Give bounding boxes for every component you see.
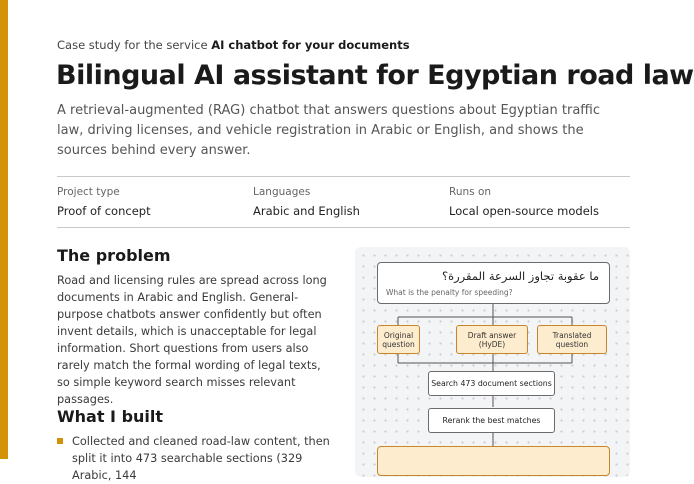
problem-heading: The problem	[57, 246, 171, 265]
eyebrow-service: AI chatbot for your documents	[211, 38, 410, 52]
branch-line: (HyDE)	[478, 339, 506, 349]
branch-line: Translated	[552, 330, 592, 340]
question-box	[377, 262, 610, 304]
question-arabic: ما عقوبة تجاوز السرعة المقررة؟	[441, 269, 599, 283]
answer-box	[377, 446, 610, 476]
meta-project-type	[57, 186, 151, 218]
branch-draft-answer	[456, 325, 528, 354]
eyebrow-prefix: Case study for the service	[57, 38, 208, 52]
list-item-text: Collected and cleaned road-law content, then split it into 473 searchable sections (329 Arabic, 144	[72, 435, 330, 482]
meta-label: Languages	[253, 186, 311, 198]
branch-line: question	[555, 339, 589, 349]
rag-flow-diagram	[355, 247, 630, 477]
meta-languages	[253, 186, 360, 218]
meta-runs-on	[449, 186, 599, 218]
branch-translated-question	[537, 325, 607, 354]
branch-line: Original	[383, 330, 414, 340]
problem-text: Road and licensing rules are spread across long documents in Arabic and English. General-purpose chatbots answer confidently but often invent details, which is unacceptable for legal information. Short questions from users also rarely match the formal wording of legal texts, so simple keyword search misses relevant passages.	[57, 274, 327, 406]
meta-value: Arabic and English	[253, 204, 360, 218]
meta-value: Local open-source models	[449, 204, 599, 218]
accent-bar	[0, 0, 8, 459]
built-list	[57, 433, 337, 484]
list-item	[57, 433, 337, 484]
lead-paragraph: A retrieval-augmented (RAG) chatbot that answers questions about Egyptian traffic law, driving licenses, and vehicle registration in Arabic or English, and shows the sources behind every answer.	[57, 103, 601, 158]
branch-line: Draft answer	[467, 330, 517, 340]
built-heading: What I built	[57, 407, 164, 426]
step-rerank: Rerank the best matches	[428, 408, 555, 433]
meta-value: Proof of concept	[57, 204, 151, 218]
step-search: Search 473 document sections	[428, 371, 555, 396]
meta-label: Runs on	[449, 186, 492, 198]
branch-line: question	[382, 339, 415, 349]
branch-original-question	[377, 325, 420, 354]
bullet-square-icon	[57, 438, 63, 444]
question-english: What is the penalty for speeding?	[386, 288, 513, 297]
divider-top	[57, 176, 630, 177]
meta-label: Project type	[57, 186, 120, 198]
eyebrow	[57, 38, 410, 52]
page-title: Bilingual AI assistant for Egyptian road law	[56, 60, 694, 91]
divider-bottom	[57, 227, 630, 228]
